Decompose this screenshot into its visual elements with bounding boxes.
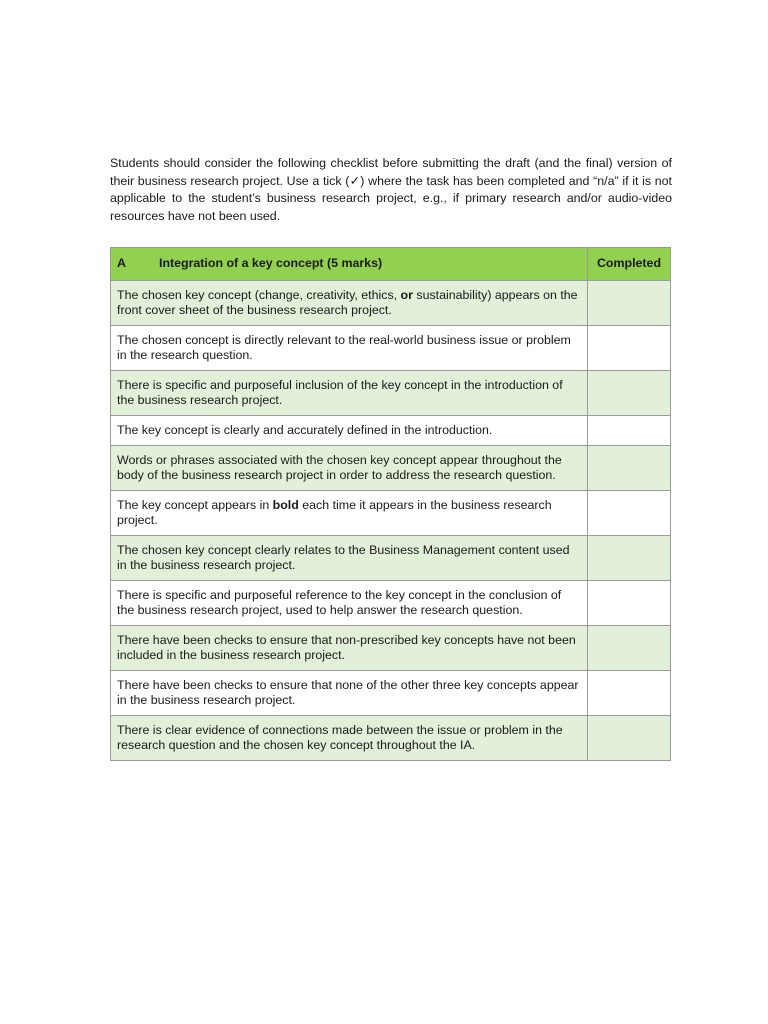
completed-cell[interactable]	[588, 371, 671, 416]
completed-cell[interactable]	[588, 581, 671, 626]
section-letter: A	[117, 256, 126, 271]
completed-cell[interactable]	[588, 671, 671, 716]
criterion-cell: Words or phrases associated with the chosen key concept appear throughout the body of the business research project in order to address the research question.	[111, 446, 588, 491]
bold-emphasis: bold	[272, 497, 299, 512]
instructions-paragraph: Students should consider the following checklist before submitting the draft (and the final) version of their business research project. Use a tick (✓) where the task has been completed and “n/a” if it is not applicable to the student’s business research project, e.g., if primary research and/or audio-video resources have not been used.	[110, 156, 672, 223]
criterion-cell: There is clear evidence of connections made between the issue or problem in the research question and the chosen key concept throughout the IA.	[111, 716, 588, 761]
criterion-cell: There have been checks to ensure that none of the other three key concepts appear in the business research project.	[111, 671, 588, 716]
table-row	[111, 536, 671, 581]
completed-column-header: Completed	[588, 248, 671, 281]
table-row	[111, 491, 671, 536]
completed-cell[interactable]	[588, 416, 671, 446]
criterion-cell: The chosen concept is directly relevant to the real-world business issue or problem in the research question.	[111, 326, 588, 371]
table-header-row	[111, 248, 671, 281]
completed-cell[interactable]	[588, 326, 671, 371]
table-row	[111, 371, 671, 416]
completed-cell[interactable]	[588, 491, 671, 536]
completed-cell[interactable]	[588, 446, 671, 491]
criterion-cell: The chosen key concept clearly relates to the Business Management content used in the business research project.	[111, 536, 588, 581]
section-title: Integration of a key concept (5 marks)	[159, 256, 383, 271]
criterion-cell: There have been checks to ensure that non-prescribed key concepts have not been included in the business research project.	[111, 626, 588, 671]
table-row	[111, 281, 671, 326]
table-row	[111, 446, 671, 491]
table-row	[111, 581, 671, 626]
completed-cell[interactable]	[588, 281, 671, 326]
table-row	[111, 671, 671, 716]
bold-emphasis: or	[400, 287, 413, 302]
completed-cell[interactable]	[588, 626, 671, 671]
table-row	[111, 716, 671, 761]
completed-cell[interactable]	[588, 716, 671, 761]
criterion-cell: The chosen key concept (change, creativity, ethics, or sustainability) appears on the front cover sheet of the business research project.	[111, 281, 588, 326]
table-row	[111, 416, 671, 446]
criterion-cell: There is specific and purposeful inclusion of the key concept in the introduction of the business research project.	[111, 371, 588, 416]
completed-cell[interactable]	[588, 536, 671, 581]
section-header-cell	[111, 248, 588, 281]
criterion-cell: There is specific and purposeful reference to the key concept in the conclusion of the business research project, used to help answer the research question.	[111, 581, 588, 626]
key-concept-checklist-table	[110, 247, 671, 761]
criterion-cell: The key concept is clearly and accurately defined in the introduction.	[111, 416, 588, 446]
table-row	[111, 326, 671, 371]
table-row	[111, 626, 671, 671]
criterion-cell: The key concept appears in bold each time it appears in the business research project.	[111, 491, 588, 536]
